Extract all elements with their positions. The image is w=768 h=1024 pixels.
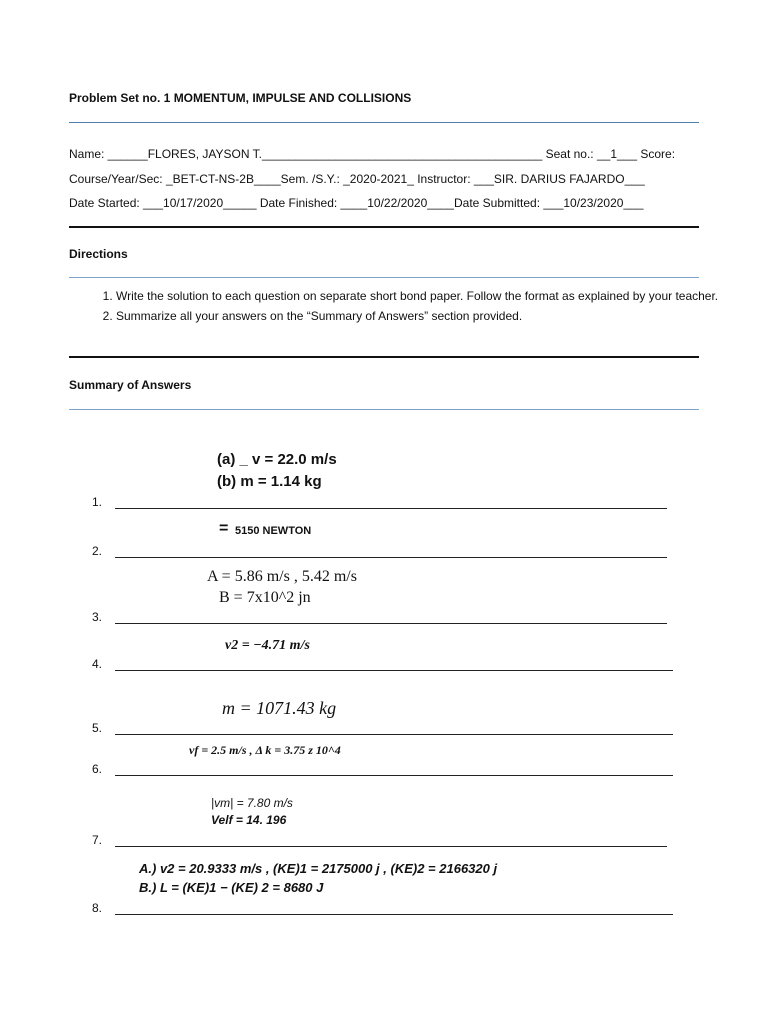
answer-line [115, 734, 673, 735]
answer-number: 7. [92, 833, 103, 847]
answer-number: 3. [92, 610, 103, 624]
answer-6: vf = 2.5 m/s , Δ k = 3.75 z 10^4 [189, 743, 341, 757]
answer-3b: B = 7x10^2 jn [219, 589, 311, 606]
summary-heading: Summary of Answers [69, 378, 192, 392]
answer-5: m = 1071.43 kg [222, 698, 337, 718]
answer-7a: |vm| = 7.80 m/s [211, 796, 293, 810]
answer-line [115, 508, 667, 509]
answer-number: 5. [92, 721, 103, 735]
answer-number: 4. [92, 657, 103, 671]
direction-item: 2. Summarize all your answers on the “Summary of Answers” section provided. [116, 308, 728, 324]
answer-line [115, 846, 667, 847]
answer-8b: B.) L = (KE)1 − (KE) 2 = 8680 J [139, 880, 324, 895]
course-line: Course/Year/Sec: _BET-CT-NS-2B____Sem. /S.Y.: _2020-2021_ Instructor: ___SIR. DARIUS FAJARDO___ [69, 172, 645, 186]
answer-number: 6. [92, 762, 103, 776]
answer-3a: A = 5.86 m/s , 5.42 m/s [207, 568, 357, 585]
directions-list [90, 288, 728, 328]
answer-number: 8. [92, 901, 103, 915]
answer-2-equals: = [219, 520, 229, 537]
answer-1a: (a) _ v = 22.0 m/s [217, 451, 337, 468]
answer-4: v2 = −4.71 m/s [225, 638, 310, 653]
title-divider [69, 122, 699, 123]
answer-2-value: 5150 NEWTON [235, 525, 312, 537]
dates-line: Date Started: ___10/17/2020_____ Date Finished: ____10/22/2020____Date Submitted: ___10/23/2020___ [69, 196, 644, 210]
answer-7b: Velf = 14. 196 [211, 813, 287, 827]
summary-divider [69, 409, 699, 410]
name-line: Name: ______FLORES, JAYSON T.__________________________________________ Seat no.: __1___ Score: [69, 147, 676, 161]
answer-1b: (b) m = 1.14 kg [217, 473, 322, 490]
document-title: Problem Set no. 1 MOMENTUM, IMPULSE AND COLLISIONS [69, 91, 412, 105]
answer-line [115, 670, 673, 671]
answer-8a: A.) v2 = 20.9333 m/s , (KE)1 = 2175000 j , (KE)2 = 2166320 j [139, 861, 498, 876]
answer-number: 2. [92, 544, 103, 558]
answer-line [115, 775, 673, 776]
direction-item: 1. Write the solution to each question on separate short bond paper. Follow the format as explained by your teacher. [116, 288, 728, 304]
answer-line [115, 623, 667, 624]
directions-divider [69, 277, 699, 278]
answer-number: 1. [92, 495, 103, 509]
directions-heading: Directions [69, 247, 128, 261]
directions-bottom-divider [69, 356, 699, 358]
info-divider [69, 226, 699, 228]
answer-line [115, 914, 673, 915]
answer-line [115, 557, 667, 558]
